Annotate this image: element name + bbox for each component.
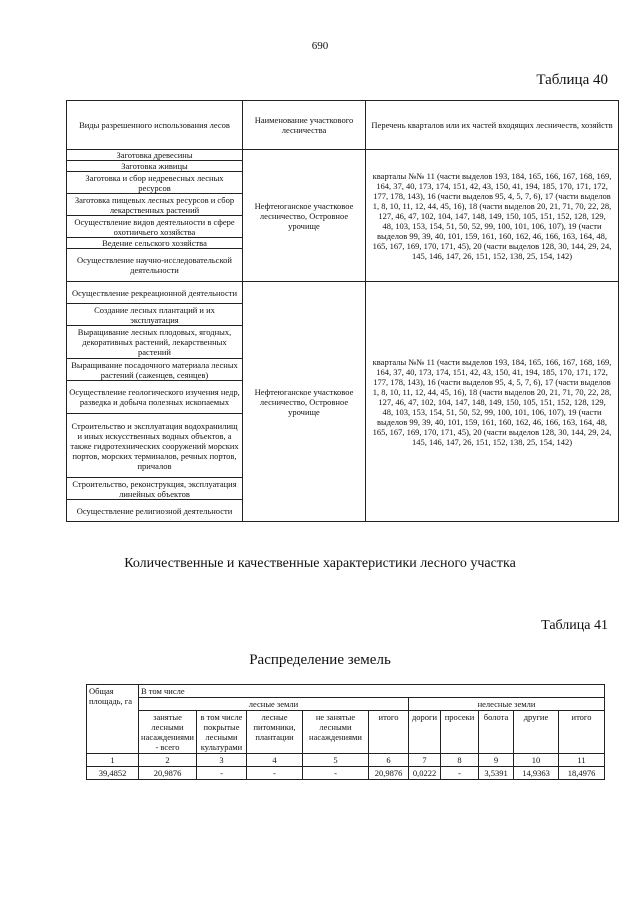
header-usage-kinds: Виды разрешенного использования лесов bbox=[67, 101, 243, 150]
col-header: итого bbox=[559, 711, 605, 754]
header-forestry-name: Наименование участкового лесничества bbox=[243, 101, 366, 150]
table-40 bbox=[66, 100, 619, 522]
data-cell: - bbox=[441, 767, 479, 780]
header-total-area: Общая площадь, га bbox=[87, 685, 139, 754]
data-cell: - bbox=[247, 767, 303, 780]
usage-kind: Заготовка живицы bbox=[67, 161, 243, 172]
quarters-list: кварталы №№ 11 (части выделов 193, 184, 165, 166, 167, 168, 169, 164, 37, 40, 173, 174, 151, 42, 43, 150, 41, 194, 185, 170, 171, 172, 177, 178, 143), 16 (части выделов 95, 4, 5, 7, 6), 17 (части выделов 1, 8, 10, 11, 12, 44, 45, 16), 18 (части выделов 20, 21, 71, 70, 22, 28, 127, 46, 47, 102, 104, 147, 148, 149, 150, 105, 151, 152, 128, 129, 48, 103, 153, 154, 51, 50, 52, 99, 100, 101, 106, 107), 19 (части выделов 99, 39, 40, 101, 159, 161, 160, 162, 46, 166, 163, 164, 48, 165, 167, 169, 170, 171, 45), 20 (части выделов 128, 30, 144, 29, 24, 145, 146, 147, 26, 151, 152, 138, 25, 154, 142) bbox=[366, 282, 619, 522]
usage-kind: Заготовка и сбор недревесных лесных ресурсов bbox=[67, 172, 243, 194]
data-cell: 0,0222 bbox=[409, 767, 441, 780]
col-number: 5 bbox=[303, 754, 369, 767]
col-number: 2 bbox=[139, 754, 197, 767]
col-header: итого bbox=[369, 711, 409, 754]
table-41 bbox=[86, 684, 605, 780]
data-cell: 20,9876 bbox=[139, 767, 197, 780]
col-number: 7 bbox=[409, 754, 441, 767]
col-header: другие bbox=[514, 711, 559, 754]
header-nonforest-lands: нелесные земли bbox=[409, 698, 605, 711]
col-number: 3 bbox=[197, 754, 247, 767]
data-cell: 39,4852 bbox=[87, 767, 139, 780]
forestry-name: Нефтеюганское участковое лесничество, Островное урочище bbox=[243, 150, 366, 282]
section-heading: Количественные и качественные характеристики лесного участка bbox=[124, 556, 516, 571]
header-forest-lands: лесные земли bbox=[139, 698, 409, 711]
col-number: 10 bbox=[514, 754, 559, 767]
usage-kind: Выращивание лесных плодовых, ягодных, декоративных растений, лекарственных растений bbox=[67, 326, 243, 359]
col-header: просеки bbox=[441, 711, 479, 754]
col-header: болота bbox=[479, 711, 514, 754]
usage-kind: Осуществление научно-исследовательской деятельности bbox=[67, 249, 243, 282]
forestry-name: Нефтеюганское участковое лесничество, Островное урочище bbox=[243, 282, 366, 522]
usage-kind: Осуществление видов деятельности в сфере охотничьего хозяйства bbox=[67, 216, 243, 238]
col-number: 1 bbox=[87, 754, 139, 767]
table-41-title: Распределение земель bbox=[249, 652, 391, 668]
usage-kind: Заготовка пищевых лесных ресурсов и сбор лекарственных растений bbox=[67, 194, 243, 216]
quarters-list: кварталы №№ 11 (части выделов 193, 184, 165, 166, 167, 168, 169, 164, 37, 40, 173, 174, 151, 42, 43, 150, 41, 194, 185, 170, 171, 172, 177, 178, 143), 16 (части выделов 95, 4, 5, 7, 6), 17 (части выделов 1, 8, 10, 11, 12, 44, 45, 16), 18 (части выделов 20, 21, 71, 70, 22, 28, 127, 46, 47, 102, 104, 147, 148, 149, 150, 105, 151, 152, 128, 129, 48, 103, 153, 154, 51, 50, 52, 99, 100, 101, 106, 107), 19 (части выделов 99, 39, 40, 101, 159, 161, 160, 162, 46, 166, 163, 164, 48, 165, 167, 169, 170, 171, 45), 20 (части выделов 128, 30, 144, 29, 24, 145, 146, 147, 26, 151, 152, 138, 25, 154, 142) bbox=[366, 150, 619, 282]
usage-kind: Осуществление геологического изучения недр, разведка и добыча полезных ископаемых bbox=[67, 381, 243, 414]
col-header: не занятые лесными насаждениями bbox=[303, 711, 369, 754]
usage-kind: Осуществление рекреационной деятельности bbox=[67, 282, 243, 304]
col-number: 4 bbox=[247, 754, 303, 767]
col-number: 8 bbox=[441, 754, 479, 767]
header-quarters-list: Перечень кварталов или их частей входящих лесничеств, хозяйств bbox=[366, 101, 619, 150]
usage-kind: Заготовка древесины bbox=[67, 150, 243, 161]
table-41-caption: Таблица 41 bbox=[541, 618, 608, 633]
usage-kind: Выращивание посадочного материала лесных растений (саженцев, сеянцев) bbox=[67, 359, 243, 381]
data-cell: 14,9363 bbox=[514, 767, 559, 780]
data-cell: 3,5391 bbox=[479, 767, 514, 780]
col-header: в том числе покрытые лесными культурами bbox=[197, 711, 247, 754]
data-cell: - bbox=[197, 767, 247, 780]
col-number: 11 bbox=[559, 754, 605, 767]
data-cell: - bbox=[303, 767, 369, 780]
page-number: 690 bbox=[311, 40, 329, 52]
col-number: 6 bbox=[369, 754, 409, 767]
col-number: 9 bbox=[479, 754, 514, 767]
usage-kind: Строительство, реконструкция, эксплуатация линейных объектов bbox=[67, 478, 243, 500]
usage-kind: Создание лесных плантаций и их эксплуатация bbox=[67, 304, 243, 326]
header-including: В том числе bbox=[139, 685, 605, 698]
col-header: дороги bbox=[409, 711, 441, 754]
col-header: занятые лесными насаждениями - всего bbox=[139, 711, 197, 754]
data-cell: 18,4976 bbox=[559, 767, 605, 780]
table-40-caption: Таблица 40 bbox=[536, 72, 608, 88]
usage-kind: Ведение сельского хозяйства bbox=[67, 238, 243, 249]
usage-kind: Строительство и эксплуатация водохранилищ и иных искусственных водных объектов, а также гидротехнических сооружений морских портов, морских терминалов, речных портов, причалов bbox=[67, 414, 243, 478]
usage-kind: Осуществление религиозной деятельности bbox=[67, 500, 243, 522]
data-cell: 20,9876 bbox=[369, 767, 409, 780]
col-header: лесные питомники, плантации bbox=[247, 711, 303, 754]
